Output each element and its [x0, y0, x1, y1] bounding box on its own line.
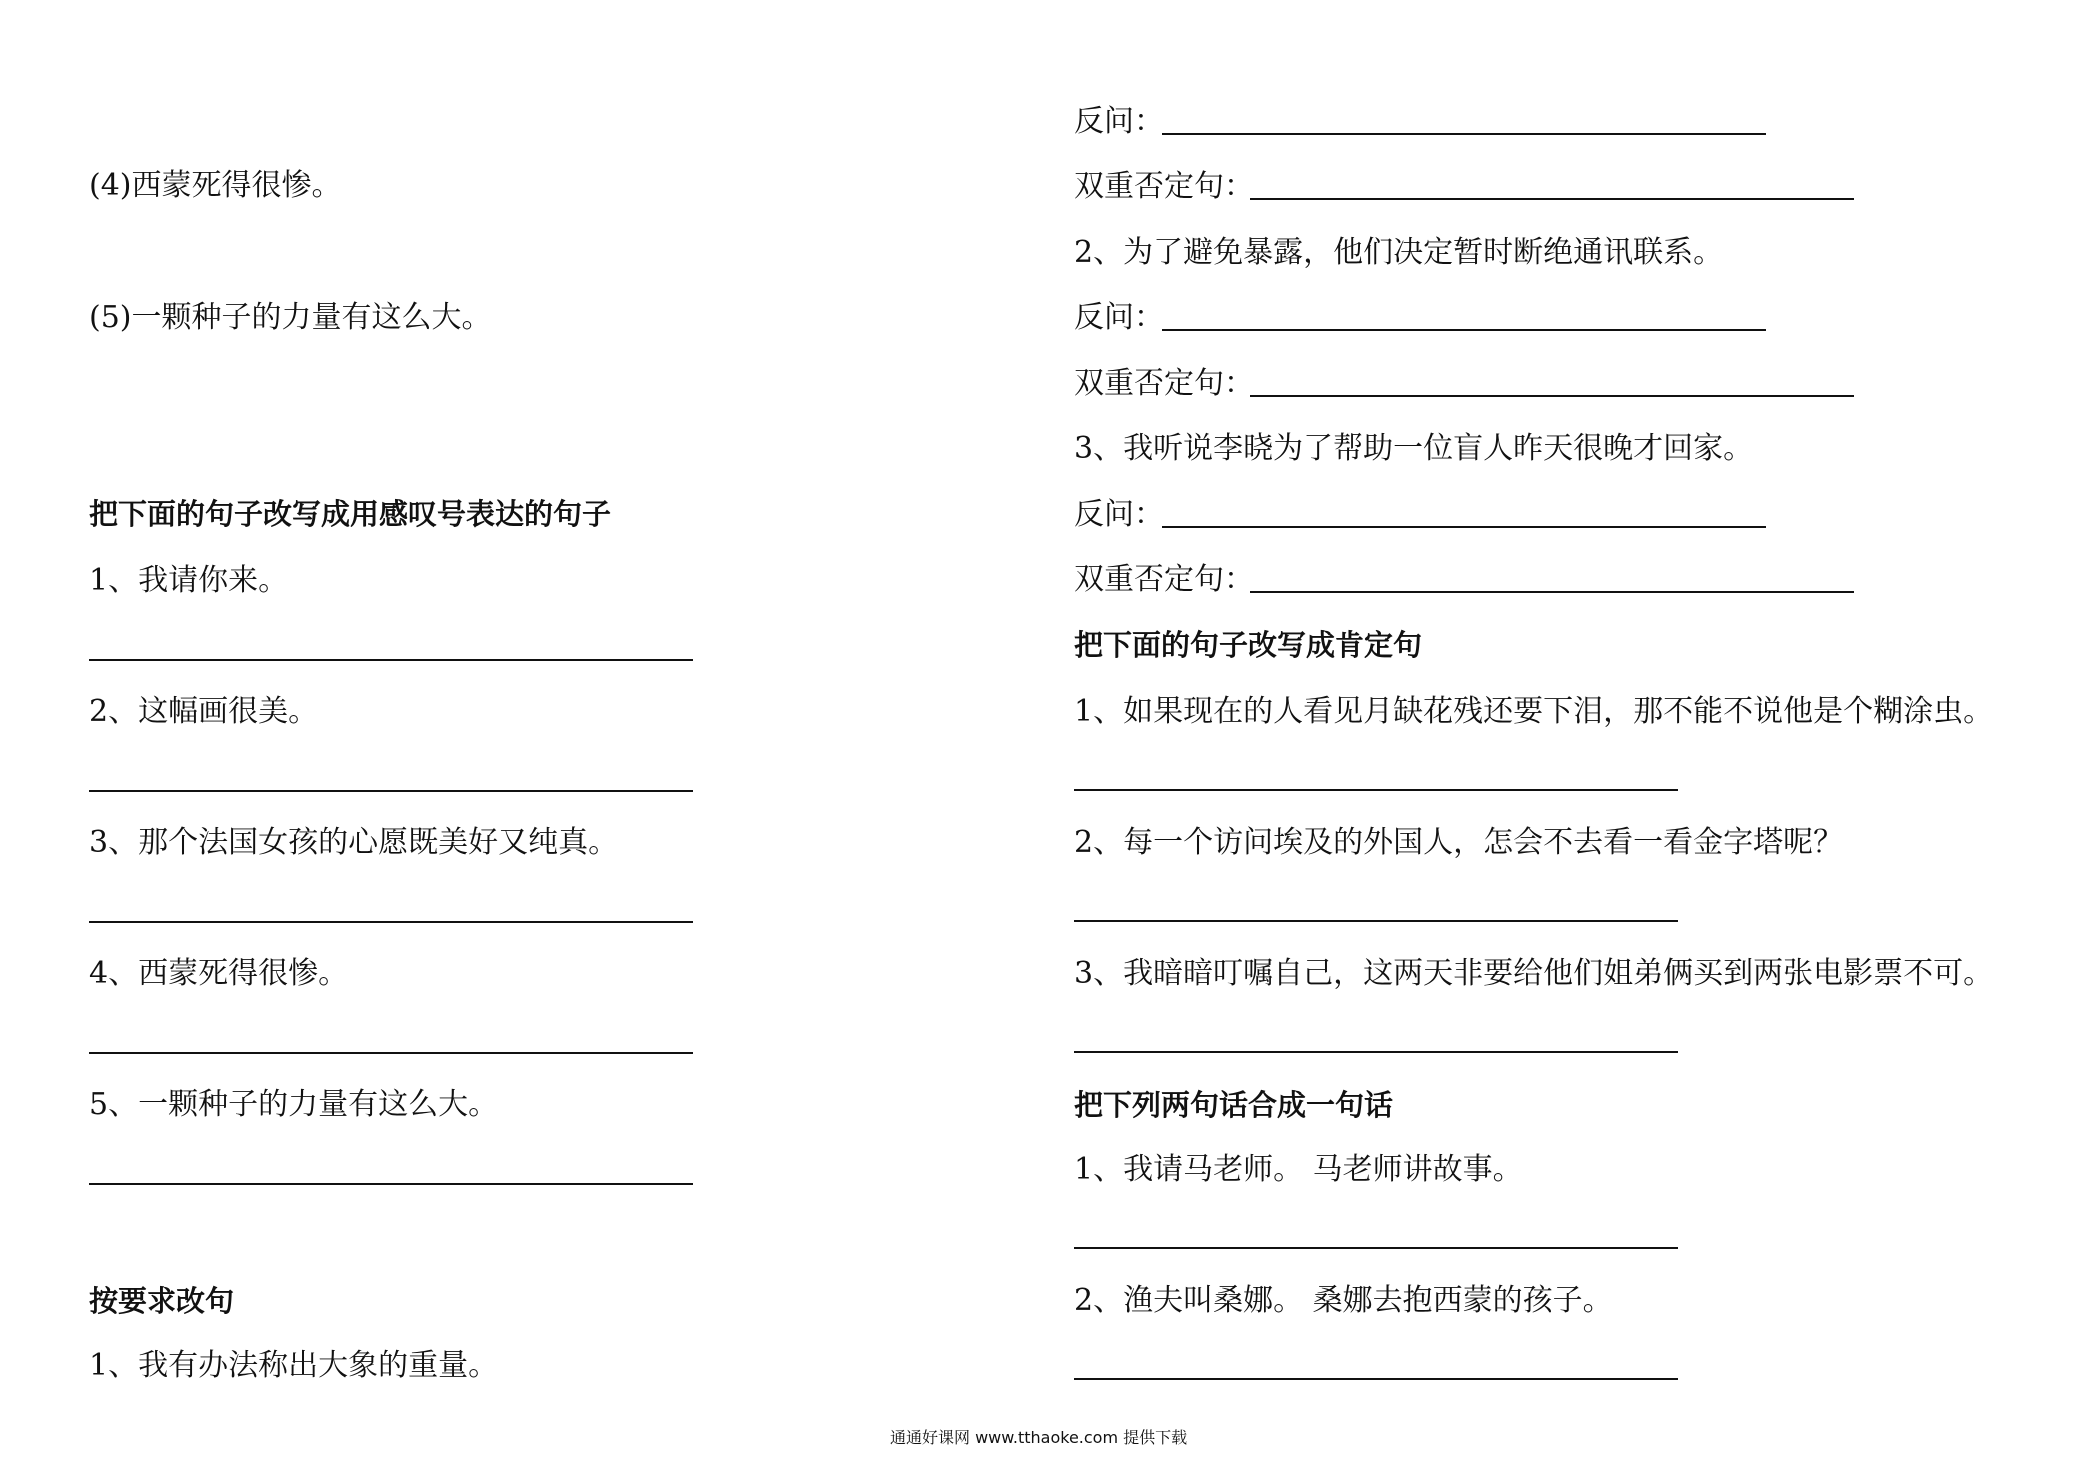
exclaim-question-1: 1、我请你来。	[89, 563, 289, 598]
q3-double-negative-label: 双重否定句：	[1074, 562, 1254, 597]
combine-question-1: 1、我请马老师。 马老师讲故事。	[1074, 1152, 1523, 1187]
answer-line-q3-rhetorical[interactable]	[1162, 526, 1766, 528]
affirm-question-2: 2、每一个访问埃及的外国人，怎会不去看一看金字塔呢？	[1074, 825, 1844, 860]
answer-line-exclaim-3[interactable]	[89, 921, 693, 923]
q3-rhetorical-label: 反问：	[1074, 497, 1164, 532]
answer-line-q3-double-negative[interactable]	[1250, 591, 1854, 593]
answer-line-exclaim-4[interactable]	[89, 1052, 693, 1054]
exclaim-question-3: 3、那个法国女孩的心愿既美好又纯真。	[89, 825, 619, 860]
section-heading-combine: 把下列两句话合成一句话	[1074, 1088, 1394, 1122]
answer-line-q1-double-negative[interactable]	[1250, 198, 1854, 200]
exclaim-question-5: 5、一颗种子的力量有这么大。	[89, 1087, 499, 1122]
section-heading-affirmative: 把下面的句子改写成肯定句	[1074, 628, 1423, 662]
footer-credit: 通通好课网 www.tthaoke.com 提供下载	[890, 1428, 1188, 1447]
affirm-question-3: 3、我暗暗叮嘱自己，这两天非要给他们姐弟俩买到两张电影票不可。	[1074, 956, 1994, 991]
answer-line-affirm-3[interactable]	[1074, 1051, 1678, 1053]
exclaim-question-2: 2、这幅画很美。	[89, 694, 319, 729]
section-heading-rewrite: 按要求改句	[89, 1284, 235, 1318]
answer-line-exclaim-2[interactable]	[89, 790, 693, 792]
answer-line-q2-rhetorical[interactable]	[1162, 329, 1766, 331]
q3-sentence: 3、我听说李晓为了帮助一位盲人昨天很晚才回家。	[1074, 431, 1754, 466]
answer-line-combine-2[interactable]	[1074, 1378, 1678, 1380]
exclaim-question-4: 4、西蒙死得很惨。	[89, 956, 349, 991]
item-5-text: (5)一颗种子的力量有这么大。	[89, 300, 492, 335]
answer-line-exclaim-1[interactable]	[89, 659, 693, 661]
combine-question-2: 2、渔夫叫桑娜。 桑娜去抱西蒙的孩子。	[1074, 1283, 1613, 1318]
rewrite-question-1: 1、我有办法称出大象的重量。	[89, 1348, 499, 1383]
answer-line-q2-double-negative[interactable]	[1250, 395, 1854, 397]
item-4-text: (4)西蒙死得很惨。	[89, 168, 342, 203]
answer-line-affirm-1[interactable]	[1074, 789, 1678, 791]
q1-double-negative-label: 双重否定句：	[1074, 169, 1254, 204]
answer-line-q1-rhetorical[interactable]	[1162, 133, 1766, 135]
answer-line-combine-1[interactable]	[1074, 1247, 1678, 1249]
q2-rhetorical-label: 反问：	[1074, 300, 1164, 335]
section-heading-exclamation: 把下面的句子改写成用感叹号表达的句子	[89, 497, 612, 531]
answer-line-affirm-2[interactable]	[1074, 920, 1678, 922]
q1-rhetorical-label: 反问：	[1074, 104, 1164, 139]
q2-sentence: 2、为了避免暴露，他们决定暂时断绝通讯联系。	[1074, 235, 1724, 270]
answer-line-exclaim-5[interactable]	[89, 1183, 693, 1185]
affirm-question-1: 1、如果现在的人看见月缺花残还要下泪，那不能不说他是个糊涂虫。	[1074, 694, 1994, 729]
q2-double-negative-label: 双重否定句：	[1074, 366, 1254, 401]
